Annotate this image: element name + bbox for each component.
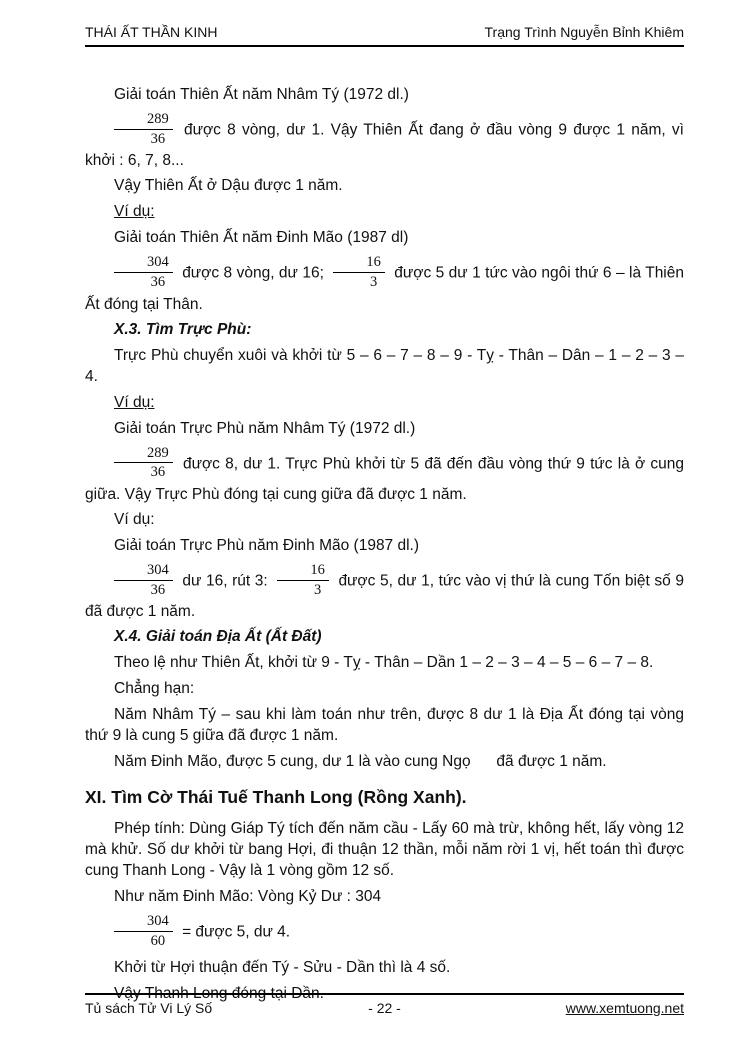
para-truc-phu-order: Trực Phù chuyển xuôi và khởi từ 5 – 6 – 7 – 8 – 9 - Tỵ - Thân – Dân – 1 – 2 – 3 – 4.: [85, 346, 684, 385]
fraction-numerator: 289: [114, 445, 173, 464]
header-author: Trạng Trình Nguyễn Bỉnh Khiêm: [484, 24, 684, 40]
fraction-304-36: [114, 254, 173, 290]
formula-para-304-36-a: [85, 253, 684, 314]
fraction-289-36: [114, 445, 173, 481]
formula-text: dư 16, rút 3:: [182, 572, 268, 590]
fraction-numerator: 289: [114, 111, 173, 130]
para-nam-nham-ty: Năm Nhâm Tý – sau khi làm toán như trên, được 8 dư 1 là Địa Ất đóng tại vòng thứ 9 là cung 5 giữa đã được 1 năm.: [85, 706, 684, 745]
fraction-denominator: 36: [150, 274, 166, 291]
para-thien-at-dau: Vậy Thiên Ất ở Dậu được 1 năm.: [114, 177, 343, 195]
heading-xi: XI. Tìm Cờ Thái Tuế Thanh Long (Rồng Xanh).: [85, 787, 467, 808]
formula-text: = được 5, dư 4.: [182, 923, 291, 941]
example-label-1: Ví dụ:: [114, 203, 155, 221]
fraction-numerator: 304: [114, 913, 173, 932]
formula-text: được 8 vòng, dư 1. Vậy Thiên Ất đang ở đầu vòng 9 được 1 năm, vì khởi : 6, 7, 8...: [85, 121, 684, 170]
example-label-2: Ví dụ:: [114, 393, 155, 411]
fraction-16-3: [333, 254, 385, 290]
fraction-denominator: 36: [150, 464, 166, 481]
fraction-denominator: 3: [313, 581, 322, 598]
para-thanh-long-dan: Vậy Thanh Long đóng tại Dần.: [114, 984, 324, 1002]
website-link[interactable]: www.xemtuong.net: [565, 1000, 685, 1016]
footer-series-title: Tủ sách Tử Vi Lý Số: [85, 1000, 213, 1016]
formula-para-304-36-b: [85, 561, 684, 622]
footer-website: [484, 1000, 684, 1016]
fraction-numerator: 16: [277, 562, 329, 581]
page-header: [85, 24, 684, 47]
heading-x4: X.4. Giải toán Địa Ất (Ất Đất): [114, 628, 322, 646]
page-footer: [85, 993, 684, 1016]
fraction-16-3: [277, 562, 329, 598]
formula-text: được 5, dư 1, tức vào vị thứ là cung Tốn biệt số 9 đã được 1 năm.: [85, 572, 685, 621]
para-nam-dinh-mao: Năm Đinh Mão, được 5 cung, dư 1 là vào cung Ngọ đã được 1 năm.: [114, 753, 607, 771]
formula-text: được 8 vòng, dư 16;: [182, 264, 324, 282]
formula-text: được 8, dư 1. Trực Phù khởi từ 5 đã đến đầu vòng thứ 9 tức là ở cung giữa. Vậy Trực Phù đóng tại cung giữa đã được 1 năm.: [85, 454, 684, 504]
para-thien-at-nham-ty: Giải toán Thiên Ất năm Nhâm Tý (1972 dl.): [114, 86, 409, 103]
fraction-numerator: 304: [114, 254, 173, 273]
footer-page-number: - 22 -: [368, 1000, 401, 1016]
fraction-numerator: 16: [333, 254, 385, 273]
page-content: [85, 84, 684, 1009]
fraction-304-60: [114, 913, 173, 949]
fraction-289-36: [114, 111, 173, 147]
para-vong-ky-du: Như năm Đinh Mão: Vòng Kỷ Dư : 304: [114, 888, 382, 906]
para-thien-at-dinh-mao: Giải toán Thiên Ất năm Đinh Mão (1987 dl): [114, 229, 409, 247]
fraction-numerator: 304: [114, 562, 173, 581]
heading-x3: X.3. Tìm Trực Phù:: [114, 320, 252, 338]
formula-para-289-36: [85, 110, 684, 171]
formula-para-304-60: [85, 912, 684, 952]
para-chang-han: Chẳng hạn:: [114, 680, 195, 698]
formula-para-289-36-b: [85, 444, 684, 505]
fraction-denominator: 36: [150, 581, 166, 598]
para-dia-at-order: Theo lệ như Thiên Ất, khởi từ 9 - Tỵ - Thân – Dần 1 – 2 – 3 – 4 – 5 – 6 – 7 – 8.: [114, 654, 654, 672]
fraction-denominator: 3: [369, 274, 378, 291]
fraction-304-36: [114, 562, 173, 598]
fraction-denominator: 60: [150, 933, 166, 950]
para-phep-tinh: Phép tính: Dùng Giáp Tý tích đến năm cầu - Lấy 60 mà trừ, không hết, lấy vòng 12 mà khử. Số dư khởi từ bang Hợi, đi thuận 12 thần, mỗi năm rời 1 vị, hết toán thì được cung Thanh Long - Vậy là 1 vòng gồm 12 số.: [85, 820, 684, 880]
para-truc-phu-nham-ty: Giải toán Trực Phù năm Nhâm Tý (1972 dl.): [114, 419, 416, 437]
para-truc-phu-dinh-mao: Giải toán Trực Phù năm Đinh Mão (1987 dl.): [114, 537, 420, 555]
para-khoi-tu-hoi: Khởi từ Hợi thuận đến Tý - Sửu - Dần thì là 4 số.: [114, 958, 451, 976]
formula-text: được 5 dư 1 tức vào ngôi thứ 6 – là Thiên Ất đóng tại Thân.: [85, 264, 684, 313]
header-book-title: THÁI ẤT THẦN KINH: [85, 24, 218, 40]
example-label-3: Ví dụ:: [114, 511, 155, 529]
fraction-denominator: 36: [150, 130, 166, 147]
